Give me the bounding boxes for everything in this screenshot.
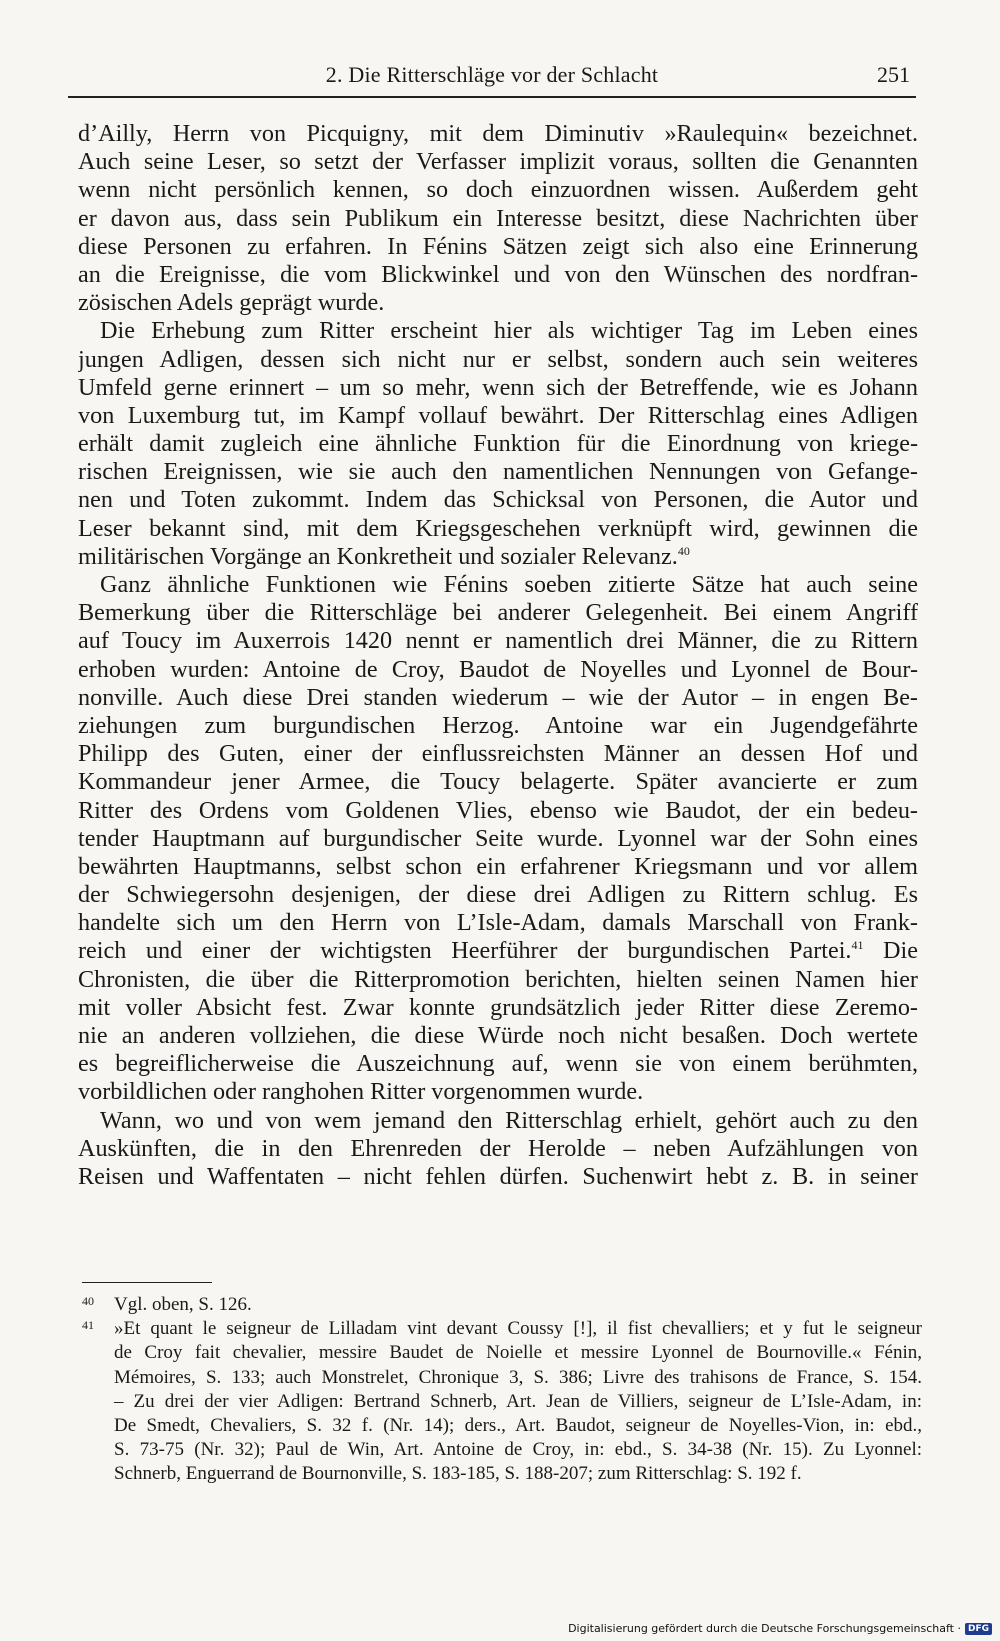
text-line: mit voller Absicht fest. Zwar konnte grundsätzlich jeder Ritter diese Zeremo- bbox=[78, 993, 918, 1021]
text-line: Umfeld gerne erinnert – um so mehr, wenn sich der Betreffende, wie es Johann bbox=[78, 373, 918, 401]
text-line: handelte sich um den Herrn von L’Isle-Adam, damals Marschall von Frank- bbox=[78, 909, 918, 937]
text-line: von Luxemburg tut, im Kampf vollauf bewährt. Der Ritterschlag eines Adligen bbox=[78, 401, 918, 429]
text-line: zösischen Adels geprägt wurde. bbox=[78, 289, 385, 317]
credit-text: Digitalisierung gefördert durch die Deutsche Forschungsgemeinschaft · bbox=[568, 1622, 961, 1635]
text-line: militärischen Vorgänge an Konkretheit und sozialer Relevanz. bbox=[78, 542, 678, 570]
text-line: rischen Ereignissen, wie sie auch den namentlichen Nennungen von Gefange- bbox=[78, 458, 918, 486]
footnote-text: Mémoires, S. 133; auch Monstrelet, Chronique 3, S. 386; Livre des trahisons de France, S. 154. bbox=[114, 1366, 922, 1388]
text-line: Philipp des Guten, einer der einflussreichsten Männer an dessen Hof und bbox=[78, 740, 918, 768]
text-line: Die Erhebung zum Ritter erscheint hier als wichtiger Tag im Leben eines bbox=[100, 317, 918, 345]
text-line: auf Toucy im Auxerrois 1420 nennt er namentlich drei Männer, die zu Rittern bbox=[78, 627, 918, 655]
text-line: bewährten Hauptmanns, selbst schon ein erfahrener Kriegsmann und vor allem bbox=[78, 852, 918, 880]
text-line: nie an anderen vollziehen, die diese Würde noch nicht besaßen. Doch wertete bbox=[78, 1022, 918, 1049]
digitization-credit bbox=[568, 1622, 992, 1635]
text-line: erhoben wurden: Antoine de Croy, Baudot de Noyelles und Lyonnel de Bour- bbox=[78, 655, 918, 683]
text-line: jungen Adligen, dessen sich nicht nur er selbst, sondern auch sein weiteres bbox=[78, 345, 918, 373]
dfg-logo: DFG bbox=[965, 1623, 992, 1635]
footnote-text: – Zu drei der vier Adligen: Bertrand Schnerb, Art. Jean de Villiers, seigneur de L’Isle-Adam, in: bbox=[114, 1390, 922, 1412]
text-line-with-footnote bbox=[78, 937, 918, 965]
text-line: Ganz ähnliche Funktionen wie Fénins soeben zitierte Sätze hat auch seine bbox=[100, 571, 918, 598]
text-line: vorbildlichen oder ranghohen Ritter vorgenommen wurde. bbox=[78, 1078, 644, 1106]
text-line-with-footnote bbox=[78, 543, 918, 571]
body-text bbox=[78, 120, 918, 1191]
text-line: an die Ereignisse, die vom Blickwinkel und von den Wünschen des nordfran- bbox=[78, 260, 918, 288]
text-line: der Schwiegersohn desjenigen, der diese drei Adligen zu Rittern schlug. Es bbox=[78, 881, 918, 909]
text-line: nen und Toten zukommt. Indem das Schicksal von Personen, die Autor und bbox=[78, 486, 918, 514]
text-line: d’Ailly, Herrn von Picquigny, mit dem Diminutiv »Raulequin« bezeichnet. bbox=[78, 120, 918, 147]
footnote-number: 41 bbox=[82, 1318, 94, 1333]
text-line: erhält damit zugleich eine ähnliche Funktion für die Einordnung von kriege- bbox=[78, 430, 918, 458]
text-line: Wann, wo und von wem jemand den Ritterschlag erhielt, gehört auch zu den bbox=[100, 1106, 918, 1134]
text-line: diese Personen zu erfahren. In Fénins Sätzen zeigt sich also eine Erinnerung bbox=[78, 232, 918, 260]
text-line: Auskünften, die in den Ehrenreden der Herolde – neben Aufzählungen von bbox=[78, 1134, 918, 1162]
footnote-ref-40[interactable]: 40 bbox=[677, 543, 690, 558]
footnote-divider bbox=[82, 1282, 212, 1283]
text-line: Leser bekannt sind, mit dem Kriegsgeschehen verknüpft wird, gewinnen die bbox=[78, 514, 918, 542]
text-line: es begreiflicherweise die Auszeichnung auf, wenn sie von einem berühmten, bbox=[78, 1050, 918, 1078]
page-number: 251 bbox=[877, 62, 910, 87]
text-line: er davon aus, dass sein Publikum ein Interesse besitzt, diese Nachrichten über bbox=[78, 204, 918, 232]
footnote-text: S. 73-75 (Nr. 32); Paul de Win, Art. Antoine de Croy, in: ebd., S. 34-38 (Nr. 15). Zu Lyonnel: bbox=[114, 1439, 922, 1461]
footnote-ref-41[interactable]: 41 bbox=[851, 938, 864, 953]
footnote-40 bbox=[82, 1293, 922, 1317]
text-line: Bemerkung über die Ritterschläge bei anderer Gelegenheit. Bei einem Angriff bbox=[78, 599, 918, 627]
footnote-text: Schnerb, Enguerrand de Bournonville, S. 183-185, S. 188-207; zum Ritterschlag: S. 192 f. bbox=[114, 1463, 802, 1485]
text-line-tail: Die bbox=[863, 937, 918, 965]
text-line: Chronisten, die über die Ritterpromotion berichten, hielten seinen Namen hier bbox=[78, 965, 918, 993]
text-line: Ritter des Ordens vom Goldenen Vlies, ebenso wie Baudot, der ein bedeu- bbox=[78, 796, 918, 824]
text-line: ziehungen zum burgundischen Herzog. Antoine war ein Jugendgefährte bbox=[78, 711, 918, 739]
footnote-text: de Croy fait chevalier, messire Baudet de Noielle et messire Lyonnel de Bournoville.« Fénin, bbox=[114, 1342, 922, 1364]
text-line: wenn nicht persönlich kennen, so doch einzuordnen wissen. Außerdem geht bbox=[78, 176, 918, 204]
footnote-number: 40 bbox=[82, 1294, 94, 1308]
text-line: Reisen und Waffentaten – nicht fehlen dürfen. Suchenwirt hebt z. B. in seiner bbox=[78, 1162, 918, 1190]
footnote-text: De Smedt, Chevaliers, S. 32 f. (Nr. 14); ders., Art. Baudot, seigneur de Noyelles-Vion, in: ebd., bbox=[114, 1414, 922, 1436]
text-line: nonville. Auch diese Drei standen wiederum – wie der Autor – in engen Be- bbox=[78, 683, 918, 711]
footnote-text: Vgl. oben, S. 126. bbox=[114, 1294, 252, 1315]
text-line: reich und einer der wichtigsten Heerführer der burgundischen Partei. bbox=[78, 937, 852, 965]
running-title: 2. Die Ritterschläge vor der Schlacht bbox=[325, 62, 659, 87]
running-head bbox=[68, 60, 916, 98]
text-line: tender Hauptmann auf burgundischer Seite wurde. Lyonnel war der Sohn eines bbox=[78, 824, 918, 852]
text-line: Kommandeur jener Armee, die Toucy belagerte. Später avancierte er zum bbox=[78, 768, 918, 796]
footnote-41 bbox=[82, 1317, 922, 1341]
text-line: Auch seine Leser, so setzt der Verfasser implizit voraus, sollten die Genannten bbox=[78, 148, 918, 176]
footnotes bbox=[82, 1293, 922, 1487]
footnote-text: »Et quant le seigneur de Lilladam vint devant Coussy [!], il fist chevalliers; et y fut le seigneur bbox=[114, 1318, 922, 1340]
